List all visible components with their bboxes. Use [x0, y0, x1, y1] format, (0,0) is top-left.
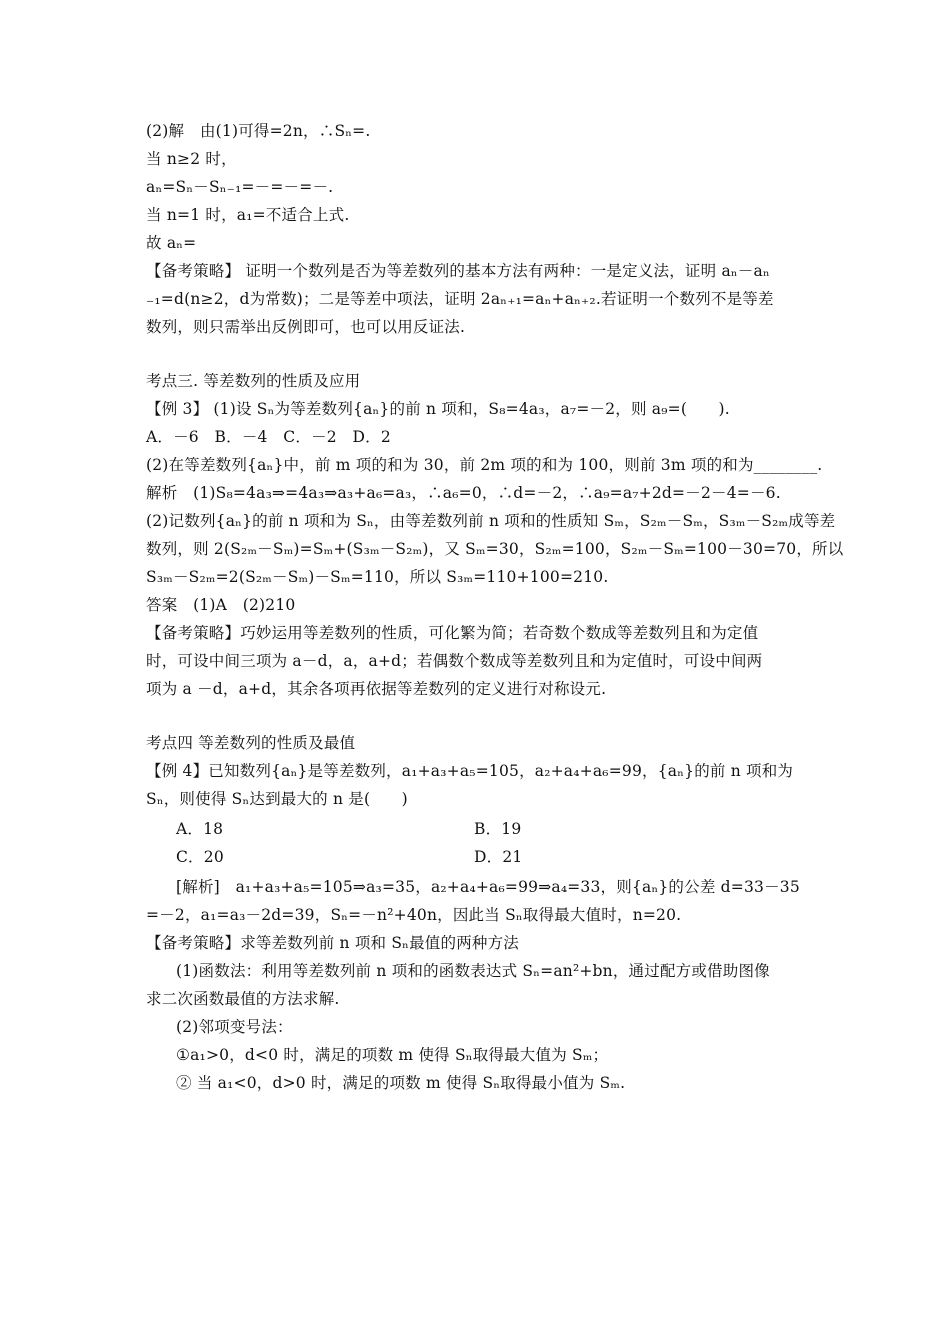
text-line-l11: A．－6 B．－4 C．－2 D．2	[146, 428, 391, 446]
text-line-l14: (2)记数列{aₙ}的前 n 项和为 Sₙ，由等差数列前 n 项和的性质知 Sₘ，S₂ₘ－Sₘ，S₃ₘ－S₂ₘ成等差	[146, 512, 836, 530]
text-line-l13: 解析 (1)S₈=4a₃⇒=4a₃⇒a₃+a₆=a₃，∴a₆=0，∴d=－2，∴a₉=a₇+2d=－2－4=－6.	[146, 484, 781, 502]
text-line-l02: 当 n≥2 时，	[146, 150, 237, 168]
text-line-l15: 数列，则 2(S₂ₘ－Sₘ)=Sₘ+(S₃ₘ－S₂ₘ)，又 Sₘ=30，S₂ₘ=100，S₂ₘ－Sₘ=100－30=70，所以	[146, 540, 844, 558]
text-line-l09: 考点三. 等差数列的性质及应用	[146, 372, 361, 390]
text-line-l18: 【备考策略】巧妙运用等差数列的性质，可化繁为简；若奇数个数成等差数列且和为定值	[146, 624, 759, 642]
text-line-l05: 故 aₙ=	[146, 234, 197, 252]
text-line-l10: 【例 3】 (1)设 Sₙ为等差数列{aₙ}的前 n 项和，S₈=4a₃，a₇=－2，则 a₉=( ).	[146, 400, 730, 418]
text-line-l31: (1)函数法：利用等差数列前 n 项和的函数表达式 Sₙ=an²+bn，通过配方或借助图像	[176, 962, 770, 980]
text-line-l24: A．18	[176, 820, 224, 838]
text-line-l04: 当 n=1 时，a₁=不适合上式.	[146, 206, 350, 224]
text-line-l21: 考点四 等差数列的性质及最值	[146, 734, 356, 752]
text-line-l32: 求二次函数最值的方法求解.	[146, 990, 340, 1008]
text-line-l20: 项为 a －d，a+d，其余各项再依据等差数列的定义进行对称设元.	[146, 680, 607, 698]
text-line-l30: 【备考策略】求等差数列前 n 项和 Sₙ最值的两种方法	[146, 934, 519, 952]
text-line-l19: 时，可设中间三项为 a－d，a，a+d；若偶数个数成等差数列且和为定值时，可设中间两	[146, 652, 763, 670]
text-line-l12: (2)在等差数列{aₙ}中，前 m 项的和为 30，前 2m 项的和为 100，则前 3m 项的和为________.	[146, 456, 823, 474]
text-line-l01: (2)解 由(1)可得=2n，∴Sₙ=.	[146, 122, 371, 140]
text-line-l03: aₙ=Sₙ－Sₙ₋₁=－=－=－.	[146, 178, 334, 196]
text-line-l23: Sₙ，则使得 Sₙ达到最大的 n 是( )	[146, 790, 408, 808]
text-line-l07: ₋₁=d(n≥2，d为常数)；二是等差中项法，证明 2aₙ₊₁=aₙ+aₙ₊₂.若证明一个数列不是等差	[146, 290, 774, 308]
text-line-l08: 数列，则只需举出反例即可，也可以用反证法.	[146, 318, 466, 336]
text-line-l34: ①a₁>0，d<0 时，满足的项数 m 使得 Sₙ取得最大值为 Sₘ；	[176, 1046, 609, 1064]
text-line-l17: 答案 (1)A (2)210	[146, 596, 296, 614]
text-line-l25: B．19	[474, 820, 522, 838]
text-line-l33: (2)邻项变号法：	[176, 1018, 293, 1036]
text-line-l22: 【例 4】已知数列{aₙ}是等差数列，a₁+a₃+a₅=105，a₂+a₄+a₆=99，{aₙ}的前 n 项和为	[146, 762, 794, 780]
text-line-l29: =－2，a₁=a₃－2d=39，Sₙ=－n²+40n，因此当 Sₙ取得最大值时，n=20.	[146, 906, 682, 924]
text-line-l06: 【备考策略】 证明一个数列是否为等差数列的基本方法有两种：一是定义法，证明 aₙ－aₙ	[146, 262, 770, 280]
text-line-l28: [解析] a₁+a₃+a₅=105⇒a₃=35，a₂+a₄+a₆=99⇒a₄=33，则{aₙ}的公差 d=33－35	[176, 878, 800, 896]
text-line-l35: ② 当 a₁<0，d>0 时，满足的项数 m 使得 Sₙ取得最小值为 Sₘ.	[176, 1074, 626, 1092]
text-line-l26: C．20	[176, 848, 224, 866]
text-line-l16: S₃ₘ－S₂ₘ=2(S₂ₘ－Sₘ)－Sₘ=110，所以 S₃ₘ=110+100=210.	[146, 568, 609, 586]
text-line-l27: D．21	[474, 848, 523, 866]
